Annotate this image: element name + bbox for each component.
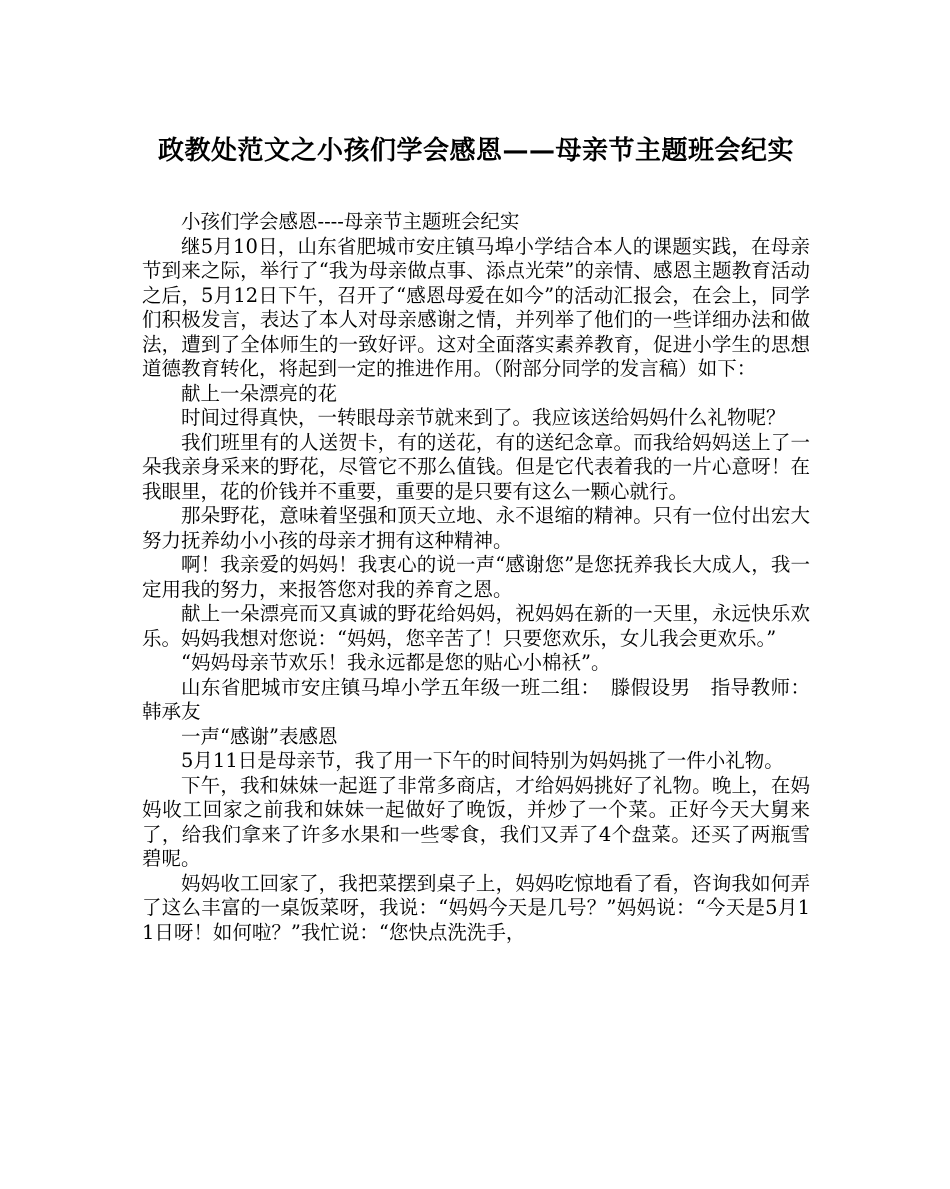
section-heading-flower: 献上一朵漂亮的花 (181, 381, 338, 405)
body-paragraph: 妈妈收工回家了，我把菜摆到桌子上，妈妈吃惊地看了看，咨询我如何弄了这么丰富的一桌饭菜呀，我说：“妈妈今天是几号？”妈妈说：“今天是5月11日呀！如何啦？”我忙说：“您快点洗洗手， (142, 871, 810, 944)
intro-paragraph: 继5月10日，山东省肥城市安庄镇马埠小学结合本人的课题实践，在母亲节到来之际，举行了“我为母亲做点事、添点光荣”的亲情、感恩主题教育活动之后，5月12日下午，召开了“感恩母爱在如今”的活动汇报会，在会上，同学们积极发言，表达了本人对母亲感谢之情，并列举了他们的一些详细办法和做法，遭到了全体师生的一致好评。这对全面落实素养教育，促进小学生的思想道德教育转化，将起到一定的推进作用。（附部分同学的发言稿）如下： (142, 234, 810, 380)
body-paragraph: 我们班里有的人送贺卡，有的送花，有的送纪念章。而我给妈妈送上了一朵我亲身采来的野花，尽管它不那么值钱。但是它代表着我的一片心意呀！在我眼里，花的价钱并不重要，重要的是只要有这么一颗心就行。 (142, 430, 810, 503)
body-paragraph: 献上一朵漂亮而又真诚的野花给妈妈，祝妈妈在新的一天里，永远快乐欢乐。妈妈我想对您说：“妈妈，您辛苦了！只要您欢乐，女儿我会更欢乐。” (142, 602, 810, 650)
body-paragraph: 下午，我和妹妹一起逛了非常多商店，才给妈妈挑好了礼物。晚上，在妈妈收工回家之前我和妹妹一起做好了晚饭，并炒了一个菜。正好今天大舅来了，给我们拿来了许多水果和一些零食，我们又弄了4个盘菜。还买了两瓶雪碧呢。 (142, 773, 810, 870)
subtitle-paragraph: 小孩们学会感恩----母亲节主题班会纪实 (181, 210, 520, 233)
document-body (142, 210, 810, 945)
body-paragraph: 那朵野花，意味着坚强和顶天立地、永不退缩的精神。只有一位付出宏大努力抚养幼小小孩的母亲才拥有这种精神。 (142, 504, 810, 552)
section-heading-thanks: 一声“感谢”表感恩 (181, 724, 338, 748)
body-paragraph: “妈妈母亲节欢乐！我永远都是您的贴心小棉袄”。 (181, 651, 611, 674)
body-paragraph: 啊！我亲爱的妈妈！我衷心的说一声“感谢您”是您抚养我长大成人，我一定用我的努力，来报答您对我的养育之恩。 (142, 553, 810, 601)
author-credit: 山东省肥城市安庄镇马埠小学五年级一班二组： 滕假设男 指导教师：韩承友 (142, 675, 810, 723)
body-paragraph: 时间过得真快，一转眼母亲节就来到了。我应该送给妈妈什么礼物呢？ (181, 406, 786, 429)
body-paragraph: 5月11日是母亲节，我了用一下午的时间特别为妈妈挑了一件小礼物。 (181, 749, 784, 772)
document-title: 政教处范文之小孩们学会感恩——母亲节主题班会纪实 (157, 136, 794, 166)
